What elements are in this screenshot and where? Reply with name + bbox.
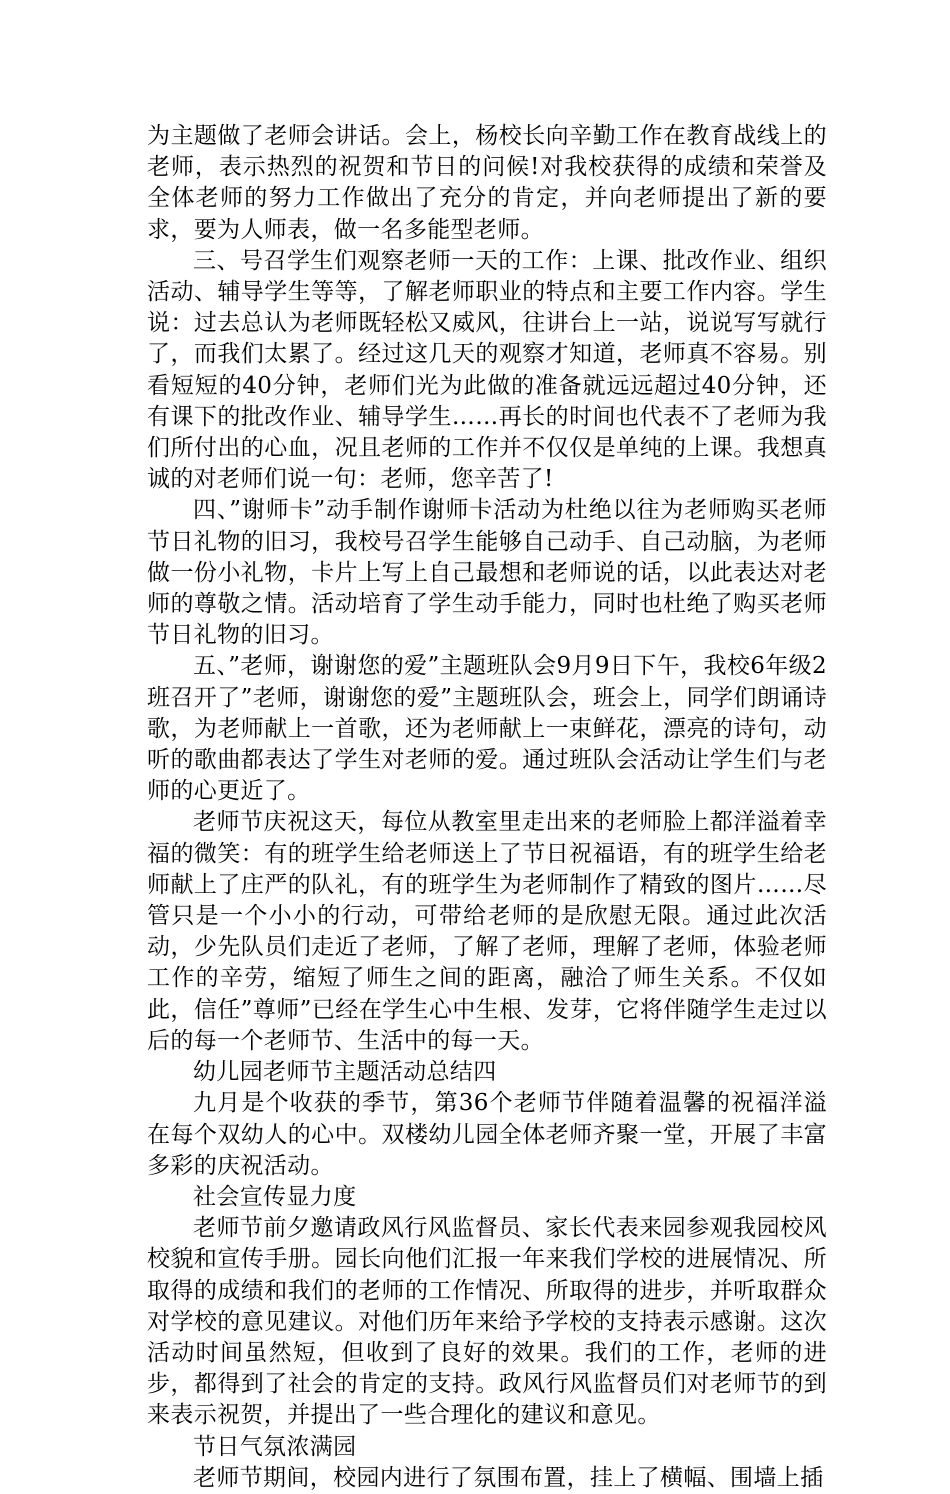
subheading-festival-atmosphere: 节日气氛浓满园 bbox=[193, 1433, 357, 1460]
paragraph-2: 三、号召学生们观察老师一天的工作：上课、批改作业、组织活动、辅导学生等等，了解老师职业的特点和主要工作内容。学生说：过去总认为老师既轻松又威风，往讲台上一站，说说写写就行了，而我们太累了。经过这几天的观察才知道，老师真不容易。别看短短的40分钟，老师们光为此做的准备就远远超过40分钟，还有课下的批改作业、辅导学生……再长的时间也代表不了老师为我们所付出的心血，况且老师的工作并不仅仅是单纯的上课。我想真诚的对老师们说一句：老师，您辛苦了! bbox=[147, 247, 827, 493]
document-body bbox=[147, 121, 827, 1494]
subheading-social-publicity: 社会宣传显力度 bbox=[193, 1183, 357, 1210]
paragraph-6: 九月是个收获的季节，第36个老师节伴随着温馨的祝福洋溢在每个双幼人的心中。双楼幼儿园全体老师齐聚一堂，开展了丰富多彩的庆祝活动。 bbox=[147, 1090, 827, 1179]
paragraph-8: 老师节期间，校园内进行了氛围布置，挂上了横幅、围墙上插 bbox=[193, 1464, 824, 1491]
paragraph-4: 五、”老师，谢谢您的爱”主题班队会9月9日下午，我校6年级2班召开了”老师，谢谢您的爱”主题班队会，班会上，同学们朗诵诗歌，为老师献上一首歌，还为老师献上一束鲜花，漂亮的诗句，动听的歌曲都表达了学生对老师的爱。通过班队会活动让学生们与老师的心更近了。 bbox=[147, 653, 827, 805]
section-heading-4: 幼儿园老师节主题活动总结四 bbox=[193, 1059, 497, 1086]
paragraph-3: 四、”谢师卡”动手制作谢师卡活动为杜绝以往为老师购买老师节日礼物的旧习，我校号召学生能够自己动手、自己动脑，为老师做一份小礼物，卡片上写上自己最想和老师说的话，以此表达对老师的尊敬之情。活动培育了学生动手能力，同时也杜绝了购买老师节日礼物的旧习。 bbox=[147, 497, 827, 649]
paragraph-5: 老师节庆祝这天，每位从教室里走出来的老师脸上都洋溢着幸福的微笑：有的班学生给老师送上了节日祝福语，有的班学生给老师献上了庄严的队礼，有的班学生为老师制作了精致的图片……尽管只是一个小小的行动，可带给老师的是欣慰无限。通过此次活动，少先队员们走近了老师，了解了老师，理解了老师，体验老师工作的辛劳，缩短了师生之间的距离，融洽了师生关系。不仅如此，信任”尊师”已经在学生心中生根、发芽，它将伴随学生走过以后的每一个老师节、生活中的每一天。 bbox=[147, 809, 827, 1054]
paragraph-1: 为主题做了老师会讲话。会上，杨校长向辛勤工作在教育战线上的老师，表示热烈的祝贺和节日的问候!对我校获得的成绩和荣誉及全体老师的努力工作做出了充分的肯定，并向老师提出了新的要求，要为人师表，做一名多能型老师。 bbox=[147, 123, 827, 243]
paragraph-7: 老师节前夕邀请政风行风监督员、家长代表来园参观我园校风校貌和宣传手册。园长向他们汇报一年来我们学校的进展情况、所取得的成绩和我们的老师的工作情况、所取得的进步，并听取群众对学校的意见建议。对他们历年来给予学校的支持表示感谢。这次活动时间虽然短，但收到了良好的效果。我们的工作，老师的进步，都得到了社会的肯定的支持。政风行风监督员们对老师节的到来表示祝贺，并提出了一些合理化的建议和意见。 bbox=[147, 1215, 827, 1429]
